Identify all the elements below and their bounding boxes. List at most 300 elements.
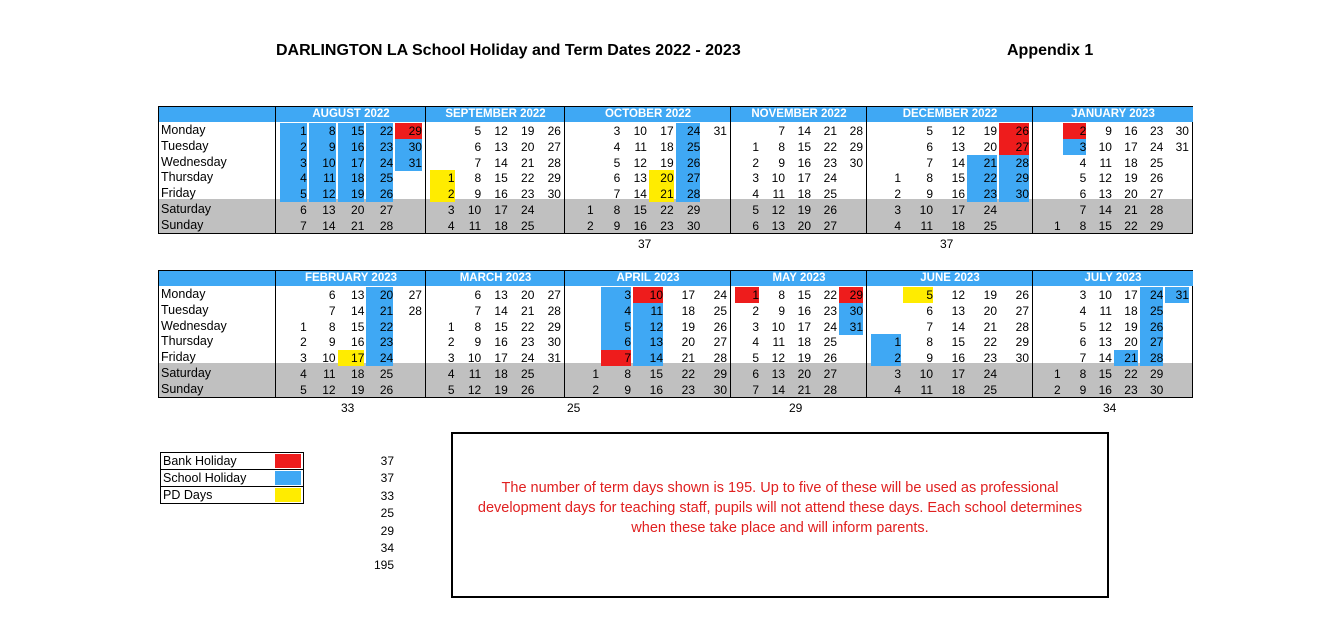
day-cell: 8 (926, 335, 933, 350)
day-cell: 16 (1098, 382, 1112, 397)
day-labels (159, 271, 275, 397)
day-cell: 25 (379, 367, 394, 381)
month-july-2023 (1032, 271, 1193, 397)
day-cell: 21 (649, 186, 674, 202)
day-cell: 22 (1124, 367, 1138, 381)
day-cell: 11 (772, 187, 785, 202)
day-cell: 9 (1079, 382, 1087, 397)
grand-total-value: 195 (373, 558, 394, 573)
month-term-day-count: 25 (567, 401, 581, 415)
day-cell: 16 (338, 139, 365, 155)
day-cell: 31 (1175, 139, 1189, 154)
day-cell: 9 (309, 139, 336, 155)
month-may-2023 (730, 271, 867, 397)
day-cell: 25 (983, 382, 997, 397)
day-cell: 7 (778, 124, 785, 138)
page-title: DARLINGTON LA School Holiday and Term Dates 2022 - 2023 (276, 42, 741, 59)
day-cell: 29 (686, 203, 701, 217)
day-cell: 5 (601, 319, 631, 335)
day-cell: 12 (1098, 319, 1112, 334)
day-cell: 13 (771, 367, 785, 381)
day-cell: 24 (521, 203, 535, 217)
day-cell: 29 (547, 319, 561, 334)
day-cell: 11 (920, 382, 933, 397)
day-cell: 26 (713, 319, 727, 334)
month-header: APRIL 2023 (565, 271, 731, 286)
day-cell: 9 (926, 351, 933, 366)
day-cell: 24 (366, 155, 393, 171)
total-value: 37 (380, 471, 394, 486)
day-cell: 3 (1063, 139, 1087, 155)
day-cell: 15 (797, 288, 811, 302)
day-cell: 9 (778, 155, 785, 170)
day-cell: 19 (681, 319, 695, 334)
day-cell: 18 (1124, 303, 1138, 318)
day-cell: 5 (280, 186, 307, 202)
day-cell: 5 (474, 124, 482, 138)
legend-swatch-bank-holiday (275, 454, 301, 468)
day-cell: 23 (967, 186, 997, 202)
day-cell: 30 (547, 187, 561, 202)
day-cell: 22 (823, 288, 837, 302)
day-label-wednesday: Wednesday (161, 318, 227, 333)
appendix-label: Appendix 1 (1007, 42, 1094, 59)
day-cell: 3 (447, 203, 455, 217)
day-cell: 23 (366, 139, 393, 155)
day-cell: 2 (752, 155, 759, 170)
day-cell: 7 (752, 382, 759, 397)
day-cell: 18 (494, 218, 508, 233)
day-cell: 20 (366, 287, 393, 303)
day-cell: 5 (752, 351, 759, 366)
day-cell: 10 (919, 367, 933, 381)
day-cell: 10 (1098, 288, 1112, 302)
day-cell: 16 (649, 382, 663, 397)
day-cell: 3 (1079, 288, 1087, 302)
day-cell: 9 (926, 187, 933, 202)
day-cell: 13 (351, 288, 365, 302)
day-cell: 15 (1098, 218, 1112, 233)
day-cell: 25 (521, 218, 535, 233)
day-cell: 11 (323, 367, 336, 381)
day-cell: 25 (676, 139, 701, 155)
day-cell: 4 (280, 170, 307, 186)
day-cell: 3 (280, 155, 307, 171)
day-cell: 28 (547, 155, 561, 170)
day-cell: 30 (1015, 351, 1029, 366)
day-cell: 14 (633, 187, 647, 202)
day-cell: 24 (1149, 139, 1164, 154)
day-cell: 30 (395, 139, 422, 155)
day-cell: 6 (926, 139, 933, 154)
day-cell: 20 (521, 139, 535, 154)
day-cell: 22 (366, 123, 393, 139)
day-cell: 20 (797, 367, 811, 381)
day-cell: 29 (547, 171, 561, 186)
day-cell: 2 (586, 218, 594, 233)
month-header: OCTOBER 2022 (565, 107, 731, 122)
day-cell: 9 (624, 382, 631, 397)
header-blank (159, 107, 275, 122)
day-cell: 26 (1140, 319, 1164, 335)
day-cell: 7 (926, 155, 933, 170)
day-cell: 27 (547, 139, 561, 154)
day-cell: 29 (839, 287, 863, 303)
day-cell: 17 (494, 351, 508, 366)
day-cell: 13 (1098, 187, 1112, 202)
day-cell: 6 (1079, 187, 1087, 202)
day-cell: 28 (823, 382, 837, 397)
day-cell: 29 (713, 367, 727, 381)
day-cell: 21 (366, 303, 393, 319)
day-label-tuesday: Tuesday (161, 302, 209, 317)
day-cell: 24 (1140, 287, 1164, 303)
month-term-day-count: 37 (638, 237, 652, 251)
day-cell: 23 (983, 351, 997, 366)
day-cell: 28 (1015, 319, 1029, 334)
day-cell: 11 (633, 303, 663, 319)
month-august-2022 (275, 107, 426, 233)
day-cell: 29 (1149, 218, 1164, 233)
day-cell: 25 (521, 367, 535, 381)
day-cell: 6 (752, 218, 759, 233)
day-cell: 4 (300, 367, 307, 381)
day-cell: 14 (1098, 351, 1112, 366)
day-cell: 14 (322, 218, 336, 233)
day-cell: 19 (797, 351, 811, 366)
day-cell: 15 (338, 123, 365, 139)
day-cell: 12 (309, 186, 336, 202)
day-cell: 20 (351, 203, 365, 217)
day-cell: 21 (681, 351, 695, 366)
day-cell: 6 (926, 303, 933, 318)
day-cell: 3 (300, 351, 307, 366)
day-cell: 9 (1105, 124, 1112, 138)
day-cell: 1 (592, 367, 599, 381)
day-cell: 21 (983, 319, 997, 334)
day-cell: 27 (676, 170, 701, 186)
day-cell: 24 (713, 288, 727, 302)
day-cell: 2 (592, 382, 599, 397)
day-cell: 27 (713, 335, 727, 350)
day-cell: 11 (634, 139, 647, 154)
day-cell: 21 (521, 155, 535, 170)
day-cell: 8 (624, 367, 631, 381)
day-cell: 27 (408, 288, 422, 302)
day-cell: 5 (613, 155, 621, 170)
total-value: 34 (380, 541, 394, 556)
day-cell: 1 (447, 319, 455, 334)
day-cell: 30 (686, 218, 701, 233)
day-cell: 16 (951, 351, 965, 366)
day-cell: 22 (823, 139, 837, 154)
total-value: 33 (380, 488, 394, 503)
day-cell: 23 (366, 334, 393, 350)
day-cell: 30 (849, 155, 863, 170)
day-cell: 16 (633, 218, 647, 233)
day-cell: 26 (823, 203, 837, 217)
day-cell: 20 (797, 218, 811, 233)
day-cell: 9 (778, 303, 785, 318)
day-label-sunday: Sunday (161, 381, 204, 396)
day-cell: 4 (752, 187, 759, 202)
day-label-monday: Monday (161, 287, 206, 301)
day-cell: 28 (1149, 203, 1164, 217)
day-cell: 10 (633, 124, 647, 138)
month-february-2023 (275, 271, 426, 397)
month-december-2022 (866, 107, 1033, 233)
day-cell: 4 (894, 382, 901, 397)
day-cell: 7 (328, 303, 336, 318)
day-cell: 4 (1079, 155, 1087, 170)
day-cell: 1 (1053, 218, 1061, 233)
day-cell: 24 (676, 123, 701, 139)
day-cell: 19 (983, 288, 997, 302)
day-cell: 4 (613, 139, 621, 154)
day-cell: 19 (797, 203, 811, 217)
calendar-grid (158, 106, 1193, 234)
calendar-grid (158, 270, 1193, 398)
day-label-sunday: Sunday (161, 217, 204, 232)
day-cell: 20 (983, 303, 997, 318)
day-cell: 6 (752, 367, 759, 381)
day-cell: 26 (676, 155, 701, 171)
day-cell: 8 (778, 139, 785, 154)
day-cell: 28 (547, 303, 561, 318)
day-cell: 16 (494, 187, 508, 202)
day-cell: 11 (1099, 303, 1112, 318)
day-cell: 30 (1175, 124, 1189, 138)
day-cell: 28 (408, 303, 422, 318)
day-cell: 13 (322, 203, 336, 217)
calendar-block-autumn (158, 106, 1193, 251)
day-cell: 11 (1099, 155, 1112, 170)
day-cell: 29 (395, 123, 422, 139)
day-cell: 24 (521, 351, 535, 366)
day-label-saturday: Saturday (161, 202, 212, 216)
day-cell: 13 (951, 303, 965, 318)
day-cell: 17 (797, 319, 811, 334)
day-cell: 13 (951, 139, 965, 154)
month-header: DECEMBER 2022 (867, 107, 1033, 122)
day-cell: 2 (280, 139, 307, 155)
day-cell: 7 (300, 218, 307, 233)
day-cell: 5 (926, 124, 933, 138)
day-cell: 18 (351, 367, 365, 381)
day-cell: 28 (713, 351, 727, 366)
day-cell: 19 (521, 124, 535, 138)
day-cell: 17 (797, 171, 811, 186)
legend-swatch-pd-days (275, 488, 301, 502)
day-cell: 18 (797, 335, 811, 350)
day-cell: 2 (300, 335, 307, 350)
day-cell: 10 (467, 351, 482, 366)
day-label-tuesday: Tuesday (161, 138, 209, 153)
day-cell: 16 (494, 335, 508, 350)
day-cell: 6 (1079, 335, 1087, 350)
day-cell: 10 (309, 155, 336, 171)
day-cell: 31 (395, 155, 422, 171)
day-cell: 4 (1079, 303, 1087, 318)
day-cell: 9 (474, 335, 482, 350)
day-label-wednesday: Wednesday (161, 154, 227, 169)
month-september-2022 (425, 107, 565, 233)
day-cell: 20 (1124, 187, 1138, 202)
day-cell: 23 (823, 303, 837, 318)
day-cell: 8 (474, 171, 482, 186)
day-cell: 23 (823, 155, 837, 170)
day-cell: 6 (474, 139, 482, 154)
day-cell: 23 (1124, 382, 1138, 397)
day-cell: 25 (1140, 303, 1164, 319)
day-cell: 26 (823, 351, 837, 366)
day-cell: 23 (521, 335, 535, 350)
day-cell: 12 (633, 319, 663, 335)
header-blank (159, 271, 275, 286)
day-cell: 18 (494, 367, 508, 381)
day-label-friday: Friday (161, 186, 196, 201)
day-cell: 12 (771, 351, 785, 366)
day-cell: 7 (926, 319, 933, 334)
day-cell: 9 (328, 335, 336, 350)
day-cell: 22 (521, 319, 535, 334)
day-cell: 17 (338, 350, 365, 366)
day-label-friday: Friday (161, 350, 196, 365)
day-cell: 28 (676, 186, 701, 202)
legend (160, 452, 304, 504)
day-cell: 21 (967, 155, 997, 171)
day-cell: 30 (839, 303, 863, 319)
day-cell: 5 (447, 382, 455, 397)
note-box (451, 432, 1109, 598)
day-cell: 8 (778, 288, 785, 302)
month-january-2023 (1032, 107, 1193, 233)
day-cell: 9 (474, 187, 482, 202)
day-cell: 22 (681, 367, 695, 381)
day-cell: 14 (951, 155, 965, 170)
day-cell: 21 (351, 218, 365, 233)
day-cell: 10 (919, 203, 933, 217)
day-cell: 10 (467, 203, 482, 217)
day-cell: 20 (681, 335, 695, 350)
day-cell: 18 (951, 382, 965, 397)
month-header: NOVEMBER 2022 (731, 107, 867, 122)
day-cell: 28 (1140, 350, 1164, 366)
day-cell: 3 (613, 124, 621, 138)
day-cell: 20 (983, 139, 997, 154)
day-cell: 17 (951, 367, 965, 381)
day-cell: 12 (951, 124, 965, 138)
day-cell: 26 (1149, 171, 1164, 186)
day-cell: 7 (613, 187, 621, 202)
day-cell: 8 (328, 319, 336, 334)
day-label-saturday: Saturday (161, 366, 212, 380)
day-cell: 5 (752, 203, 759, 217)
day-cell: 15 (494, 171, 508, 186)
day-cell: 25 (366, 170, 393, 186)
day-cell: 10 (771, 319, 785, 334)
day-cell: 14 (1098, 203, 1112, 217)
day-cell: 17 (951, 203, 965, 217)
day-cell: 26 (379, 382, 394, 397)
day-cell: 1 (280, 123, 307, 139)
day-cell: 13 (771, 218, 785, 233)
day-cell: 18 (681, 303, 695, 318)
day-cell: 18 (1124, 155, 1138, 170)
day-cell: 14 (494, 303, 508, 318)
day-cell: 11 (309, 170, 336, 186)
day-cell: 12 (951, 288, 965, 302)
day-cell: 12 (494, 124, 508, 138)
day-cell: 19 (338, 186, 365, 202)
note-text: The number of term days shown is 195. Up to five of these will be used as professional development days for teaching staff, pupils will not attend these days. Each school determines when these take place and will inform parents. (477, 480, 1083, 536)
day-cell: 25 (823, 335, 837, 350)
day-cell: 28 (849, 124, 863, 138)
day-cell: 12 (322, 382, 336, 397)
legend-row-pd-days (161, 487, 303, 503)
day-cell: 31 (839, 319, 863, 335)
day-cell: 25 (823, 187, 837, 202)
month-header: FEBRUARY 2023 (276, 271, 426, 286)
day-cell: 30 (1149, 382, 1164, 397)
total-value: 29 (380, 523, 394, 538)
month-october-2022 (564, 107, 731, 233)
month-header: JUNE 2023 (867, 271, 1033, 286)
day-cell: 19 (660, 155, 674, 170)
day-cell: 23 (660, 218, 674, 233)
day-cell: 17 (1124, 139, 1138, 154)
day-cell: 24 (823, 319, 837, 334)
day-cell: 31 (547, 351, 561, 366)
day-cell: 17 (338, 155, 365, 171)
day-cell: 5 (903, 287, 933, 303)
day-cell: 2 (1053, 382, 1061, 397)
legend-row-school-holiday (161, 470, 303, 487)
day-cell: 20 (1124, 335, 1138, 350)
day-cell: 27 (1015, 303, 1029, 318)
day-cell: 18 (951, 218, 965, 233)
day-cell: 1 (871, 334, 901, 350)
day-cell: 30 (547, 335, 561, 350)
day-cell: 19 (983, 124, 997, 138)
day-cell: 18 (338, 170, 365, 186)
day-cell: 31 (713, 124, 727, 138)
day-cell: 1 (894, 171, 901, 186)
day-cell: 8 (309, 123, 336, 139)
day-cell: 4 (447, 367, 455, 381)
day-cell: 13 (494, 139, 508, 154)
day-cell: 16 (797, 155, 811, 170)
day-cell: 17 (494, 203, 508, 217)
day-cell: 26 (366, 186, 393, 202)
legend-label: PD Days (163, 488, 213, 502)
day-cell: 12 (771, 203, 785, 217)
day-cell: 29 (1015, 335, 1029, 350)
day-cell: 16 (797, 303, 811, 318)
day-cell: 10 (1098, 139, 1112, 154)
day-cell: 14 (951, 319, 965, 334)
day-cell: 13 (1098, 335, 1112, 350)
day-cell: 26 (1015, 288, 1029, 302)
month-header: MAY 2023 (731, 271, 867, 286)
day-cell: 8 (474, 319, 482, 334)
day-cell: 2 (447, 335, 455, 350)
total-value: 37 (380, 454, 394, 468)
day-cell: 3 (601, 287, 631, 303)
day-label-thursday: Thursday (161, 334, 214, 349)
day-cell: 26 (521, 382, 535, 397)
day-cell: 20 (521, 288, 535, 302)
